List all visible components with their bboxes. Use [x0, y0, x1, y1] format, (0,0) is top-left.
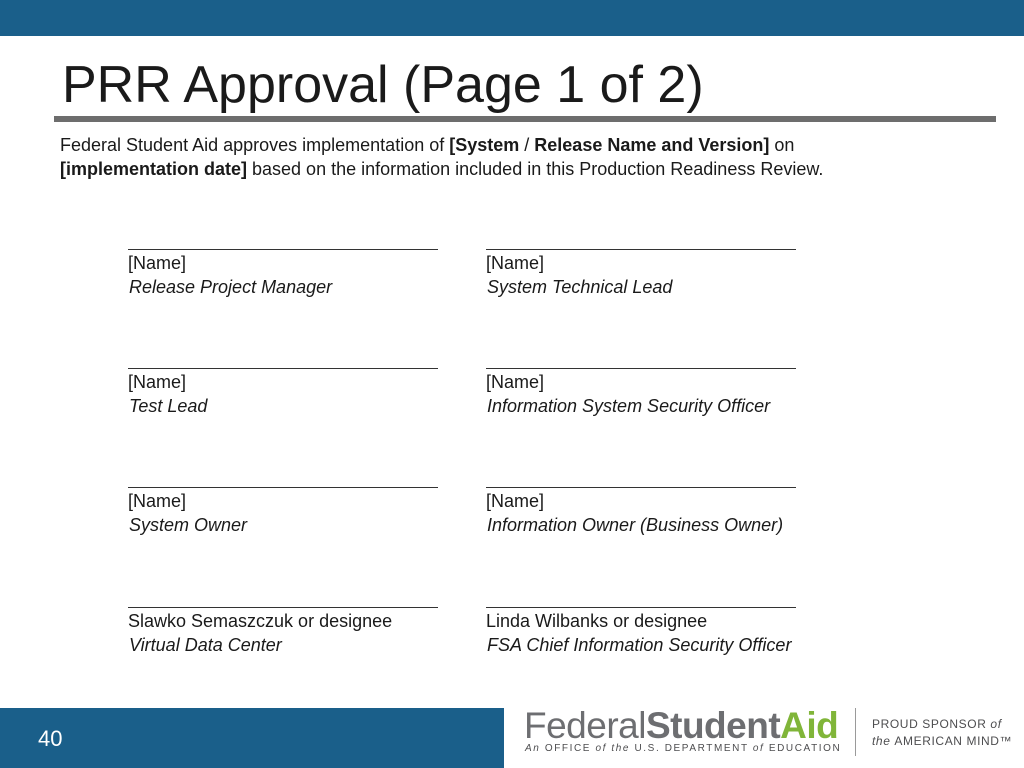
page-number: 40	[38, 726, 63, 751]
signer-role: Virtual Data Center	[129, 635, 282, 655]
signer-role: FSA Chief Information Security Officer	[487, 635, 792, 655]
statement-text: based on the information included in this Production Readiness Review.	[247, 159, 824, 179]
signature-block-isso	[486, 347, 806, 418]
signer-role: Test Lead	[129, 396, 208, 416]
statement-text: on	[769, 135, 795, 155]
signature-line[interactable]	[128, 228, 438, 250]
signer-name: [Name]	[486, 491, 545, 511]
logo-divider	[855, 708, 856, 756]
signature-line[interactable]	[486, 228, 796, 250]
signature-block-test-lead	[128, 347, 448, 418]
signer-role: Information Owner (Business Owner)	[487, 515, 784, 535]
logo-federal: Federal	[524, 705, 646, 746]
statement-system-placeholder: [System	[449, 135, 520, 155]
signature-block-virtual-data-center	[128, 586, 448, 657]
statement-date-placeholder: [implementation date]	[60, 159, 248, 179]
signer-name: [Name]	[486, 253, 545, 273]
federal-student-aid-logo	[524, 706, 840, 758]
statement-text: /	[519, 135, 535, 155]
signer-name: [Name]	[128, 253, 187, 273]
logo-aid: Aid	[780, 705, 839, 746]
logo-student: Student	[645, 705, 781, 746]
signature-block-information-owner	[486, 466, 806, 537]
signature-line[interactable]	[486, 347, 796, 369]
signer-role: Release Project Manager	[129, 277, 333, 297]
signer-role: System Technical Lead	[487, 277, 673, 297]
signature-line[interactable]	[486, 466, 796, 488]
signature-line[interactable]	[128, 586, 438, 608]
signature-block-system-owner	[128, 466, 448, 537]
signer-name: [Name]	[486, 372, 545, 392]
signer-name: Slawko Semaszczuk or designee	[128, 611, 393, 631]
signature-block-system-technical-lead	[486, 228, 806, 299]
statement-release-placeholder: Release Name and Version]	[534, 135, 770, 155]
signature-line[interactable]	[128, 347, 438, 369]
signer-name: [Name]	[128, 372, 187, 392]
signer-role: System Owner	[129, 515, 248, 535]
sponsor-text: PROUD SPONSOR of the AMERICAN MIND™	[872, 717, 1013, 748]
footer-bar	[0, 708, 504, 768]
signature-line[interactable]	[128, 466, 438, 488]
top-banner	[0, 0, 1024, 36]
signer-name: [Name]	[128, 491, 187, 511]
title-divider	[54, 116, 996, 122]
signature-block-fsa-ciso	[486, 586, 806, 657]
statement-text: Federal Student Aid approves implementation of	[60, 135, 450, 155]
slide-title: PRR Approval (Page 1 of 2)	[62, 56, 704, 114]
approval-statement	[60, 133, 980, 181]
signature-block-release-project-manager	[128, 228, 448, 299]
logo-wordmark	[524, 706, 838, 746]
signer-role: Information System Security Officer	[487, 396, 771, 416]
signature-line[interactable]	[486, 586, 796, 608]
logo-tagline: An OFFICE of the U.S. DEPARTMENT of EDUCATION	[525, 743, 842, 754]
signer-name: Linda Wilbanks or designee	[486, 611, 708, 631]
